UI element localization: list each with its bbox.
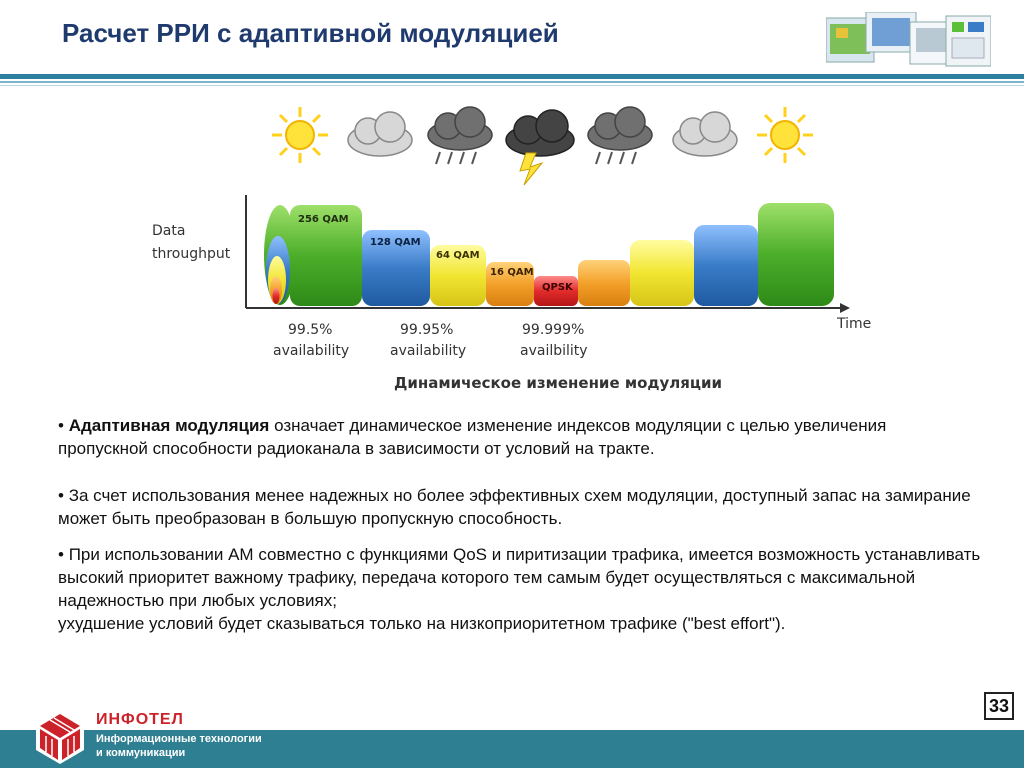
x-axis-arrow xyxy=(840,303,850,313)
footer-tagline-line-2: и коммуникации xyxy=(96,747,186,759)
cylinder-green-up xyxy=(758,203,834,306)
modulation-figure xyxy=(150,100,880,400)
footer-tagline-line-1: Информационные технологии xyxy=(96,733,262,745)
availability-pct-3: 99.999% xyxy=(522,322,585,338)
page-title: Расчет РРИ с адаптивной модуляцией xyxy=(62,18,559,48)
footer-company-name: ИНФОТЕЛ xyxy=(96,711,184,728)
qam-label-128: 128 QAM xyxy=(370,237,421,248)
y-axis-label-2: throughput xyxy=(152,246,231,262)
bullet-3-text: При использовании АМ совместно с функциями QoS и пиритизации трафика, имеется возможность устанавливать высокий приоритет важному трафику, передача которого тем самым будет осуществляться с максимальной надежностью при любых условиях; xyxy=(58,545,981,610)
rain-cloud-icon xyxy=(428,107,492,164)
bullet-qos: • При использовании АМ совместно с функциями QoS и пиритизации трафика, имеется возможность устанавливать высокий приоритет важному трафику, передача которого тем самым будет осуществляться с максимальной надежностью при любых условиях; ухудшение условий будет сказываться только на низкоприоритетном трафике ("best effort"). xyxy=(58,545,981,633)
cylinder-blue-up xyxy=(694,225,758,306)
lightning-cloud-icon xyxy=(506,110,574,185)
bullet-2-text: За счет использования менее надежных но более эффективных схем модуляции, доступный запас на замирание может быть преобразован в большую пропускную способность. xyxy=(58,486,971,528)
disc-red xyxy=(273,288,280,304)
bullet-fade-margin: • За счет использования менее надежных но более эффективных схем модуляции, доступный запас на замирание может быть преобразован в большую пропускную способность. xyxy=(58,486,971,528)
cylinder-yellow-up xyxy=(630,240,694,306)
header-rule-thin xyxy=(0,81,1024,83)
header-rule xyxy=(0,74,1024,79)
availability-word-2: availability xyxy=(390,343,467,359)
qam-label-16: 16 QAM xyxy=(490,267,534,278)
rain-cloud-icon xyxy=(588,107,652,164)
cloud-icon xyxy=(348,112,412,156)
bullet-adaptive-modulation: • Адаптивная модуляция означает динамическое изменение индексов модуляции с целью увеличения пропускной способности радиоканала в зависимости от условий на тракте. xyxy=(58,416,887,458)
infotel-logo-icon xyxy=(32,708,88,764)
page-number: 33 xyxy=(984,692,1014,720)
qam-label-64: 64 QAM xyxy=(436,250,480,261)
bullet-3-text-2: ухудшение условий будет сказываться только на низкоприоритетном трафике ("best effort"). xyxy=(58,614,786,633)
sun-icon xyxy=(272,107,328,163)
cylinder-orange-up xyxy=(578,260,630,306)
footer-tagline xyxy=(96,732,356,760)
figure-caption: Динамическое изменение модуляции xyxy=(394,374,723,392)
bullet-1-text: означает динамическое изменение индексов модуляции с целью увеличения пропускной способности радиоканала в зависимости от условий на тракте. xyxy=(58,416,887,458)
cloud-icon xyxy=(673,112,737,156)
availability-pct-1: 99.5% xyxy=(288,322,333,338)
qam-label-qpsk: QPSK xyxy=(542,282,573,293)
qam-label-256: 256 QAM xyxy=(298,214,349,225)
availability-pct-2: 99.95% xyxy=(400,322,454,338)
header-rule-hairline xyxy=(0,85,1024,86)
bullet-1-term: Адаптивная модуляция xyxy=(68,416,270,435)
modulation-diagram xyxy=(150,100,880,400)
availability-word-1: availability xyxy=(273,343,350,359)
header-thumbnails-icon xyxy=(826,12,991,70)
x-axis-label: Time xyxy=(837,316,872,332)
sun-icon xyxy=(757,107,813,163)
availability-word-3: availbility xyxy=(520,343,588,359)
y-axis-label: Data xyxy=(152,223,186,239)
